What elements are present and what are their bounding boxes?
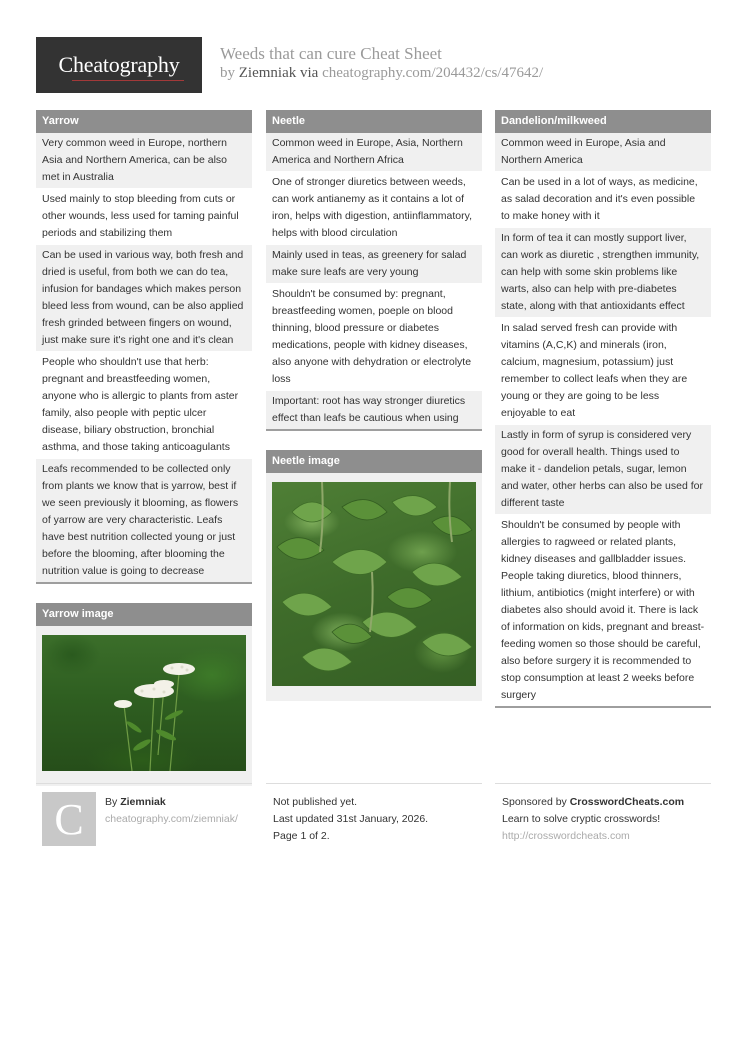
last-updated: Last updated 31st January, 2026. (273, 813, 429, 825)
table-row: Mainly used in teas, as greenery for salad make sure leafs are very young (266, 244, 482, 283)
neetle-image-heading: Neetle image (266, 450, 482, 473)
footer (36, 783, 712, 863)
footer-status (266, 783, 482, 853)
page-number: Page 1 of 2. (273, 830, 330, 842)
yarrow-heading: Yarrow (36, 110, 252, 133)
table-row: Common weed in Europe, Asia, Northern America and Northern Africa (266, 133, 482, 171)
neetle-illustration (272, 482, 476, 686)
sponsor-url-link[interactable]: http://crosswordcheats.com (502, 830, 630, 842)
yarrow-illustration (42, 635, 246, 771)
table-row: Shouldn't be consumed by people with allergies to ragweed or related plants, kidney diseases and gallbladder issues. People taking diuretics, blood thinners, lithium, antibiotics (might interfere) or with diabetes also should avoid it. There is lack of information on kids, pregnant and breast-feeding women so those should be careful, also before surgery it is recommended to stop consumption at least 2 weeks before surgery (495, 514, 711, 706)
table-row: Common weed in Europe, Asia and Northern America (495, 133, 711, 171)
table-row: Lastly in form of syrup is considered very good for overall health. Things used to make it - dandelion petals, sugar, lemon and water, other herbs can also be used for different taste (495, 424, 711, 514)
table-row: In salad served fresh can provide with vitamins (A,C,K) and minerals (iron, calcium, magnesium, potassium) just remember to collect leafs when they are young or they are going to be less enjoyable to eat (495, 317, 711, 424)
neetle-box (266, 110, 482, 431)
sponsor-link[interactable]: CrosswordCheats.com (569, 796, 685, 808)
byline (220, 65, 543, 82)
logo-underline (72, 80, 184, 81)
footer-author (36, 783, 252, 853)
table-row: One of stronger diuretics between weeds, can work antianemy as it contains a lot of iron, helps with digestion, antiinflammatory, helps with blood circulation (266, 171, 482, 244)
column-2 (266, 110, 482, 701)
dandelion-box (495, 110, 711, 708)
footer-sponsor (495, 783, 711, 853)
neetle-image (272, 482, 476, 686)
table-row: Can be used in various way, both fresh and dried is useful, from both we can do tea, infusion for bandages which makes person bleed less from wound, can be also applied fresh grinded between fingers on wound, just make sure it's right one and it's clean (36, 244, 252, 351)
logo-text: Cheatography (58, 52, 180, 77)
table-row: Very common weed in Europe, northern Asia and Northern America, can be also met in Australia (36, 133, 252, 188)
yarrow-image-heading: Yarrow image (36, 603, 252, 626)
column-1 (36, 110, 252, 786)
dandelion-heading: Dandelion/milkweed (495, 110, 711, 133)
source-link[interactable]: cheatography.com/204432/cs/47642/ (322, 65, 544, 81)
by-word: by (220, 65, 235, 81)
neetle-heading: Neetle (266, 110, 482, 133)
cheatography-logo[interactable] (36, 37, 202, 93)
table-row: Leafs recommended to be collected only from plants we know that is yarrow, best if we seen previously it blooming, as flowers of yarrow are very characteristic. Leafs have best nutrition collected young or just before the blooming, after blooming the nutrition value is going to decrease (36, 458, 252, 582)
table-row: Important: root has way stronger diuretics effect than leafs be cautious when using (266, 390, 482, 429)
sheet-title: Weeds that can cure Cheat Sheet (220, 44, 442, 63)
neetle-image-box (266, 450, 482, 701)
footer-author-link[interactable]: Ziemniak (120, 796, 166, 808)
image-container (36, 626, 252, 786)
author-link[interactable]: Ziemniak (238, 65, 297, 81)
table-row: Can be used in a lot of ways, as medicine, as salad decoration and it's even possible to make honey with it (495, 171, 711, 227)
image-container (266, 473, 482, 701)
via-word: via (299, 65, 319, 81)
yarrow-image (42, 635, 246, 771)
avatar[interactable]: C (42, 792, 96, 846)
table-row: Used mainly to stop bleeding from cuts or other wounds, less used for taming painful periods and stabilizing them (36, 188, 252, 244)
sponsor-label: Sponsored by (502, 796, 567, 808)
table-row: In form of tea it can mostly support liver, can work as diuretic , strengthen immunity, can help with some skin problems like warts, also can help with pre-diabetes state, along with that antioxidants effect (495, 227, 711, 317)
column-3 (495, 110, 711, 708)
by-label: By (105, 796, 118, 808)
yarrow-box (36, 110, 252, 584)
table-row: People who shouldn't use that herb: pregnant and breastfeeding women, anyone who is allergic to plants from aster family, also people with peptic ulcer disease, biliary obstruction, bronchial asthma, and those taking anticoagulants (36, 351, 252, 458)
author-url-link[interactable]: cheatography.com/ziemniak/ (105, 813, 238, 825)
box-divider (495, 706, 711, 708)
table-row: Shouldn't be consumed by: pregnant, breastfeeding women, poeple on blood thinning, blood pressure or diabetes medications, people with kidney diseases, also anyone with dehydration or electrolyte loss (266, 283, 482, 390)
yarrow-image-box (36, 603, 252, 786)
publish-status: Not published yet. (273, 796, 358, 808)
sponsor-tagline: Learn to solve cryptic crosswords! (502, 813, 661, 825)
